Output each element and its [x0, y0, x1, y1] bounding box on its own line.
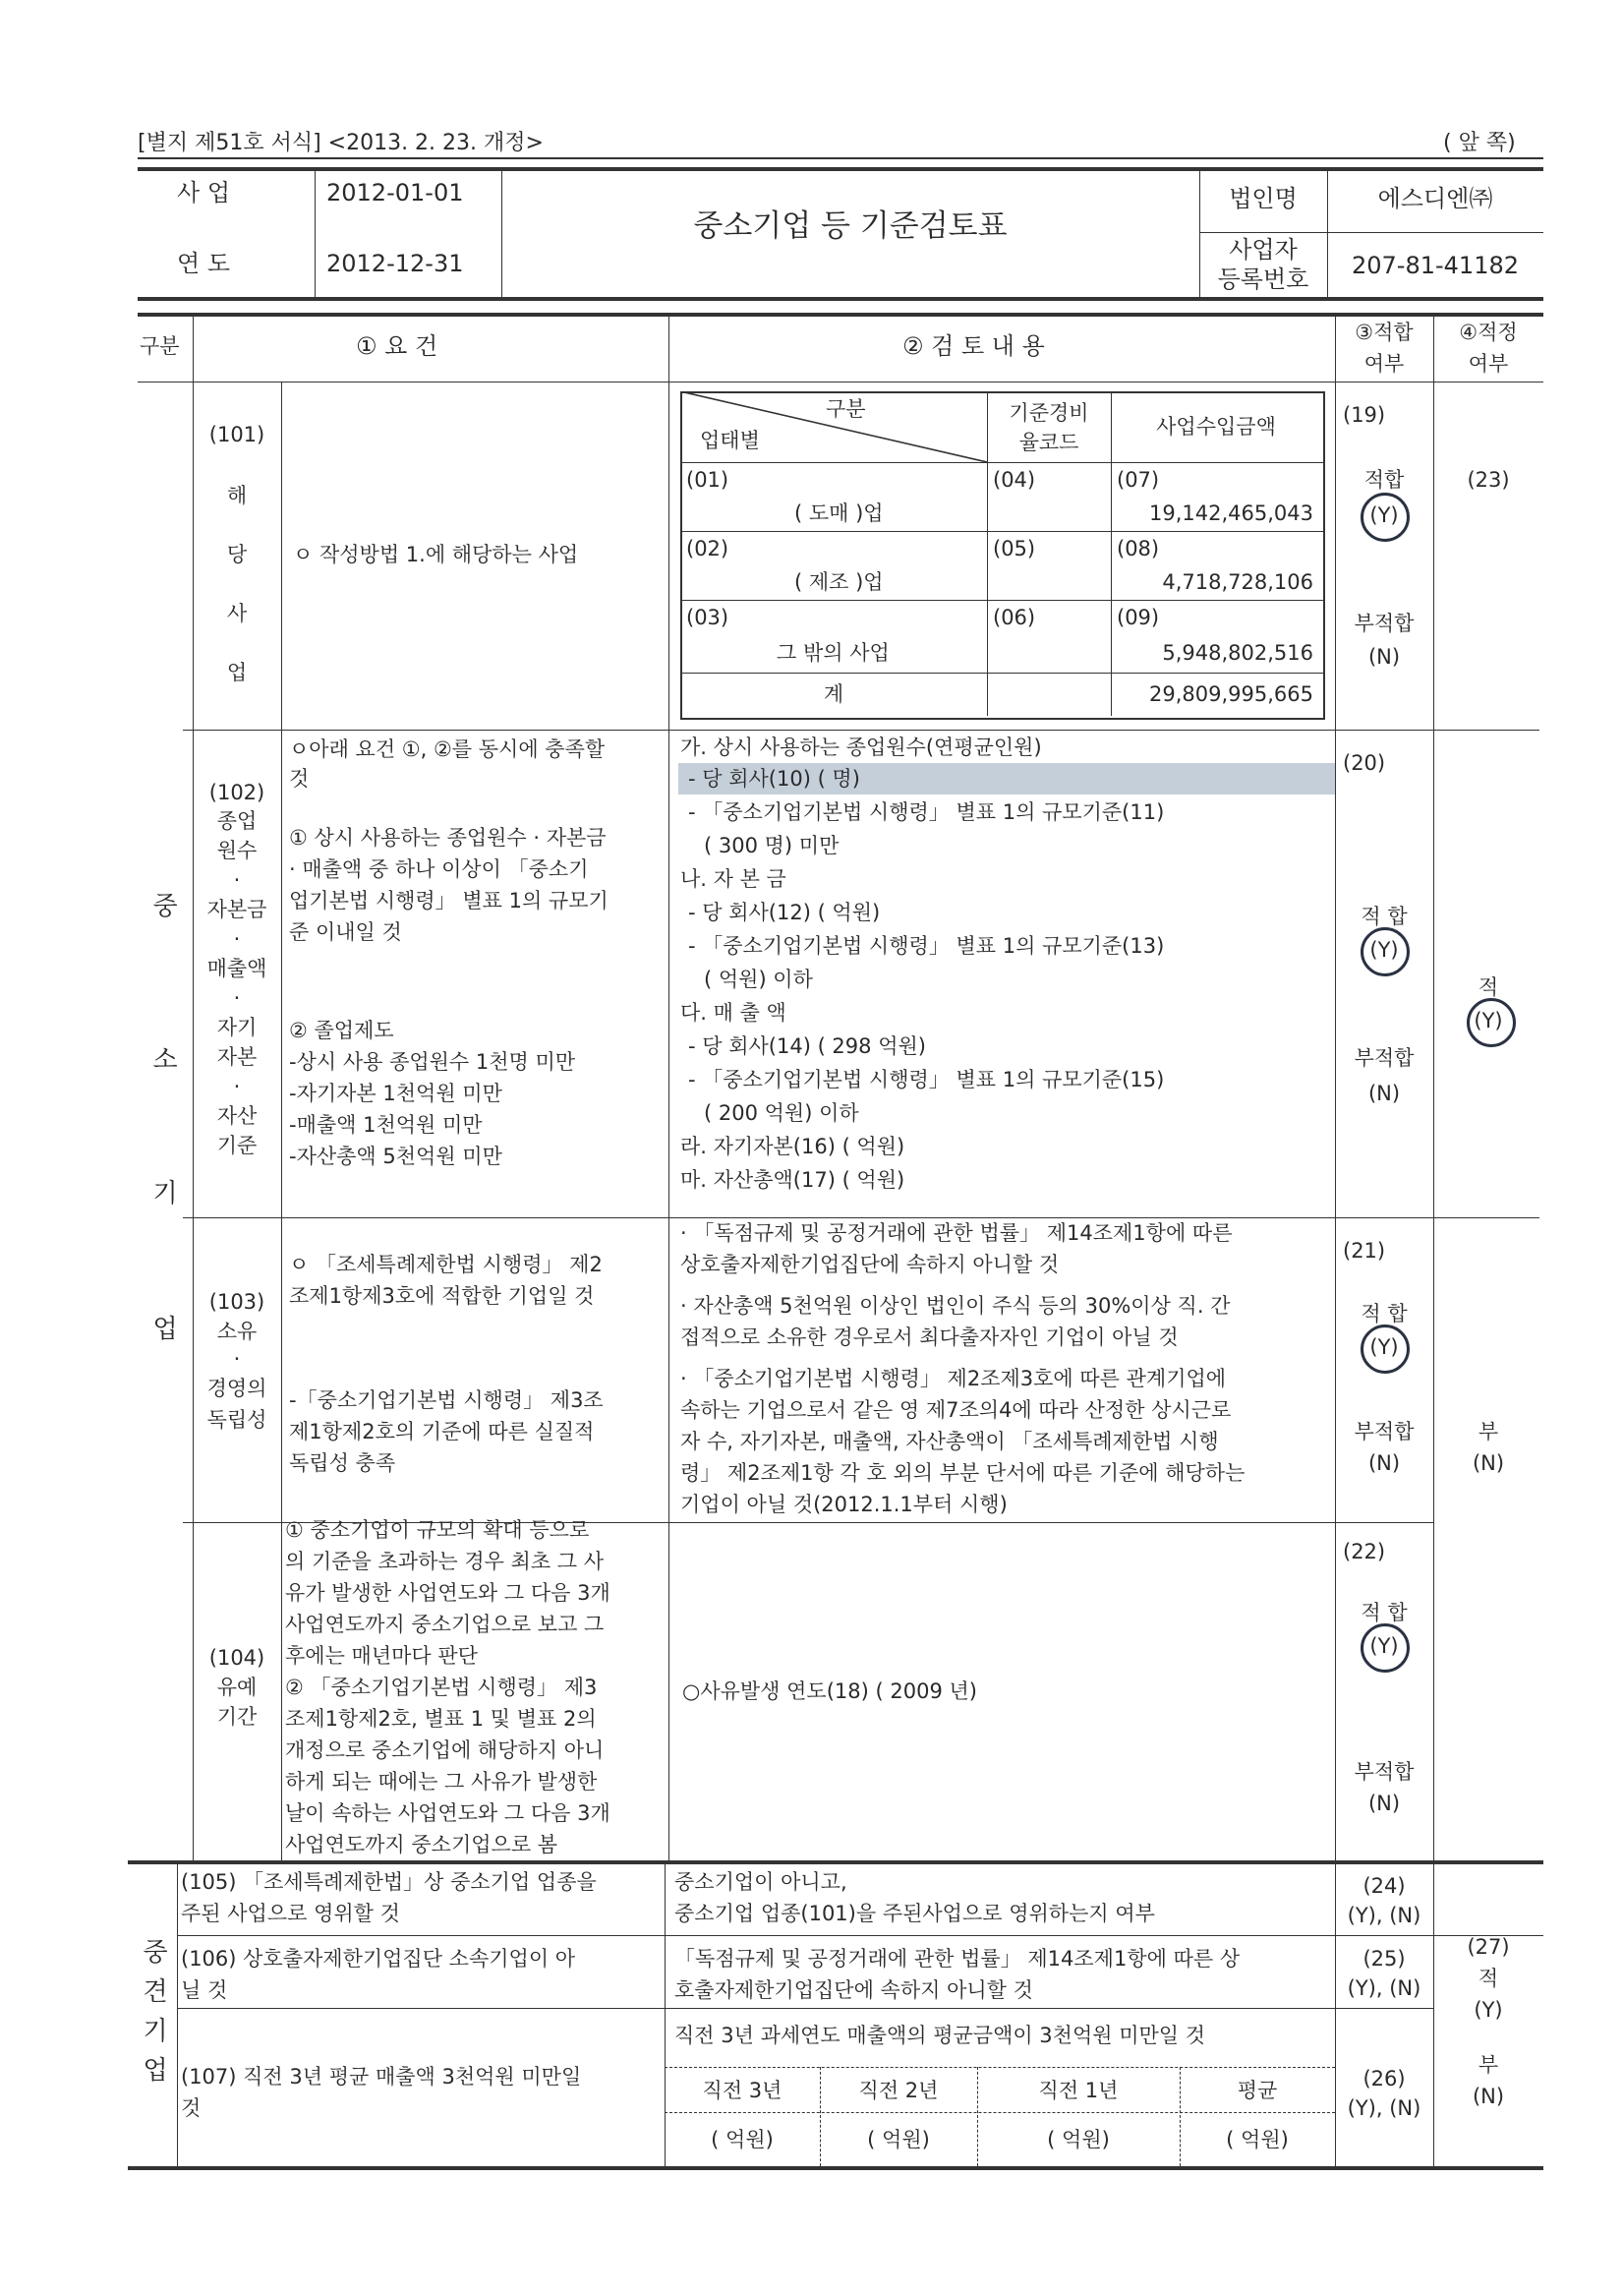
- row-107-fit-yn: (Y), (N): [1347, 2096, 1421, 2120]
- industry-total-amount: 29,809,995,665: [1149, 682, 1313, 706]
- industry-table-rule: [680, 673, 1323, 674]
- row-103-review-line: 자 수, 자기자본, 매출액, 자산총액이 「조세특례제한법 시행: [680, 1430, 1219, 1453]
- row-102-code: (102): [208, 781, 265, 804]
- row-101-fit-no: (19): [1343, 403, 1386, 427]
- row-104-name: 기간: [216, 1705, 258, 1729]
- row-102-name-line: 자기: [216, 1016, 258, 1039]
- row-102-review-line: 나. 자 본 금: [680, 867, 786, 891]
- midsize-proper-n: (N): [1472, 2085, 1505, 2108]
- row-101-fit-y: (Y): [1369, 503, 1399, 527]
- row-103-proper-label: 부: [1478, 1420, 1499, 1443]
- row-102-name-line: ·: [233, 1075, 241, 1098]
- sme-section-label: 기: [152, 1179, 178, 1208]
- business-year-label: 사 업: [177, 179, 230, 206]
- row-106-review: 호출자제한기업집단에 속하지 아니할 것: [674, 1978, 1033, 2002]
- row-104-fit-n: (N): [1367, 1792, 1401, 1815]
- row-103-review-line: · 「중소기업기본법 시행령」 제2조제3호에 따른 관계기업에: [680, 1367, 1227, 1390]
- row-102-name-line: 자본: [216, 1045, 258, 1069]
- industry-table-header-code: 기준경비: [1009, 401, 1089, 425]
- row-102-review-line: - 「중소기업기본법 시행령」 별표 1의 규모기준(11): [688, 800, 1165, 824]
- row-102-review-line: - 당 회사(14) ( 298 억원): [688, 1034, 926, 1058]
- row-102-name-line: 자산: [216, 1104, 258, 1128]
- row-102-review-line: ( 200 억원) 이하: [704, 1101, 859, 1125]
- row-102-name-line: 종업: [216, 809, 258, 833]
- row-103-review-line: 기업이 아닐 것(2012.1.1부터 시행): [680, 1493, 1008, 1516]
- row-103-name: 경영의: [206, 1377, 267, 1400]
- row-104-req-line: 사업연도까지 중소기업으로 보고 그: [285, 1613, 605, 1636]
- row-101-name: 해: [226, 484, 248, 507]
- row-105-req: (105) 「조세특례제한법」상 중소기업 업종을: [181, 1870, 597, 1894]
- row-104-req-line: ① 중소기업이 규모의 확대 등으로: [285, 1518, 590, 1542]
- business-year-start: 2012-01-01: [326, 179, 464, 206]
- row-107-value: ( 억원): [867, 2128, 930, 2151]
- row-102-review-line: - 「중소기업기본법 시행령」 별표 1의 규모기준(15): [688, 1068, 1165, 1091]
- row-102-name-line: 원수: [216, 839, 258, 862]
- sme-section-label: 중: [152, 892, 178, 921]
- row-106-req: (106) 상호출자제한기업집단 소속기업이 아: [181, 1947, 576, 1971]
- title-block-top-border: [138, 167, 1543, 171]
- row-107-req: 것: [181, 2096, 202, 2120]
- industry-row-name: 그 밖의 사업: [777, 641, 890, 665]
- column-divider: [281, 382, 282, 1860]
- midsize-proper-no-label: 부: [1478, 2053, 1499, 2077]
- row-102-req-line: -매출액 1천억원 미만: [289, 1113, 483, 1137]
- row-107-req: (107) 직전 3년 평균 매출액 3천억원 미만일: [181, 2065, 582, 2089]
- sme-section-label: 업: [152, 1315, 178, 1344]
- title-divider: [315, 167, 316, 300]
- business-reg-no: 207-81-41182: [1351, 252, 1519, 279]
- row-102-req-line: 것: [289, 767, 310, 791]
- row-102-req-line: -상시 사용 종업원수 1천명 미만: [289, 1050, 576, 1074]
- business-year-label: 연 도: [177, 250, 230, 277]
- midsize-section-label: 기: [143, 2017, 168, 2046]
- row-103-review-line: 상호출자제한기업집단에 속하지 아니할 것: [680, 1253, 1060, 1276]
- row-103-req-line: 제1항제2호의 기준에 따른 실질적: [289, 1420, 595, 1443]
- row-103-req-line: -「중소기업기본법 시행령」 제3조: [289, 1388, 604, 1412]
- row-104-req-line: 유가 발생한 사업연도와 그 다음 3개: [285, 1581, 610, 1605]
- header-rule: [138, 157, 1543, 159]
- column-divider: [1433, 313, 1434, 2166]
- row-102-req-line: 준 이내일 것: [289, 920, 402, 944]
- form-number: [별지 제51호 서식] <2013. 2. 23. 개정>: [138, 131, 544, 155]
- industry-total-label: 계: [823, 682, 844, 706]
- sme-proper-label: 적: [1478, 975, 1499, 999]
- row-107-col-header: 직전 1년: [1038, 2079, 1119, 2102]
- midsize-proper-yes: 적: [1478, 1967, 1499, 1990]
- row-104-req-line: 날이 속하는 사업연도와 그 다음 3개: [285, 1801, 610, 1825]
- row-101-name: 사: [226, 602, 248, 625]
- row-104-req-line: 개정으로 중소기업에 해당하지 아니: [285, 1738, 605, 1762]
- col-header-proper: 여부: [1468, 352, 1509, 376]
- corp-name: 에스디엔㈜: [1377, 185, 1493, 212]
- row-104-req-line: 조제1항제2호, 별표 1 및 별표 2의: [285, 1707, 597, 1731]
- row-102-fit-n: (N): [1367, 1082, 1401, 1105]
- row-103-review-line: 접적으로 소유한 경우로서 최다출자자인 기업이 아닐 것: [680, 1325, 1179, 1349]
- row-102-req-line: -자기자본 1천억원 미만: [289, 1082, 502, 1105]
- column-divider: [668, 313, 669, 1860]
- row-103-name: 독립성: [206, 1408, 267, 1432]
- corp-name-label: 법인명: [1229, 185, 1298, 212]
- row-102-name-line: 기준: [216, 1134, 258, 1157]
- row-107-col-header: 직전 2년: [858, 2079, 939, 2102]
- row-101-fit-yes: 적합: [1363, 468, 1405, 492]
- column-divider: [665, 1860, 666, 2166]
- row-rule: [183, 730, 1539, 731]
- industry-row-code: (06): [993, 606, 1036, 629]
- main-top-border: [138, 313, 1543, 317]
- row-106-req: 닐 것: [181, 1978, 228, 2002]
- row-102-review-line: - 「중소기업기본법 시행령」 별표 1의 규모기준(13): [688, 934, 1165, 958]
- industry-row-amount: 19,142,465,043: [1149, 501, 1313, 525]
- row-101-fit-notfit: 부적합: [1354, 612, 1415, 635]
- industry-row-name: ( 도매 )업: [794, 501, 884, 525]
- row-101-fit-n: (N): [1367, 645, 1401, 669]
- industry-row-code: (04): [993, 468, 1036, 492]
- row-107-col-header: 직전 3년: [702, 2079, 783, 2102]
- row-101-name: 업: [226, 661, 248, 684]
- row-103-proper-n: (N): [1472, 1451, 1505, 1475]
- industry-row-amount: 5,948,802,516: [1162, 641, 1313, 665]
- midsize-section-label: 중: [143, 1938, 168, 1968]
- row-104-code: (104): [208, 1646, 265, 1670]
- row-105-fit-no: (24): [1362, 1874, 1406, 1898]
- business-year-end: 2012-12-31: [326, 250, 464, 277]
- row-101-code: (101): [208, 423, 265, 446]
- row-107-review-title: 직전 3년 과세연도 매출액의 평균금액이 3천억원 미만일 것: [674, 2024, 1206, 2047]
- industry-row-amount-no: (08): [1117, 537, 1160, 560]
- row-107-value: ( 억원): [1226, 2128, 1289, 2151]
- row-104-fit-yes: 적 합: [1361, 1601, 1408, 1624]
- row-103-code: (103): [208, 1290, 265, 1314]
- title-divider: [1199, 232, 1543, 233]
- row-106-fit-yn: (Y), (N): [1347, 1976, 1421, 2000]
- row-102-fit-yes: 적 합: [1361, 905, 1408, 928]
- industry-row-amount: 4,718,728,106: [1162, 570, 1313, 594]
- row-101-proper-no: (23): [1467, 468, 1510, 492]
- row-103-review-line: 령」 제2조제1항 각 호 외의 부분 단서에 따른 기준에 해당하는: [680, 1461, 1246, 1485]
- sme-section-label: 소: [152, 1045, 178, 1075]
- main-bottom-border: [128, 2166, 1543, 2170]
- row-102-name-line: 매출액: [206, 957, 267, 980]
- col-header-category: 구분: [140, 334, 180, 358]
- row-102-req-line: ㅇ아래 요건 ①, ②를 동시에 충족할: [289, 737, 606, 761]
- industry-table-header-industry: 업태별: [700, 429, 760, 452]
- row-102-name-line: ·: [233, 868, 241, 892]
- midsize-section-label: 업: [143, 2056, 168, 2086]
- row-102-req-line: · 매출액 중 하나 이상이 「중소기: [289, 857, 589, 881]
- row-105-fit-yn: (Y), (N): [1347, 1904, 1421, 1927]
- row-102-fit-notfit: 부적합: [1354, 1046, 1415, 1070]
- row-102-req-line: ② 졸업제도: [289, 1019, 394, 1042]
- midsize-proper-y: (Y): [1474, 1998, 1503, 2022]
- column-divider: [177, 1860, 178, 2166]
- row-106-fit-no: (25): [1362, 1947, 1406, 1971]
- industry-row-no: (02): [686, 537, 729, 560]
- row-102-req-line: 업기본법 시행령」 별표 1의 규모기: [289, 889, 609, 913]
- row-101-name: 당: [226, 543, 248, 566]
- section-rule: [128, 1860, 1543, 1864]
- title-block-bottom-border: [138, 297, 1543, 301]
- row-102-review-line: ( 300 명) 미만: [704, 834, 840, 857]
- industry-table-header-code: 율코드: [1018, 431, 1079, 454]
- reg-no-label: 등록번호: [1217, 265, 1309, 293]
- col-header-review: ② 검 토 내 용: [902, 332, 1045, 360]
- industry-row-amount-no: (09): [1117, 606, 1160, 629]
- row-102-name-line: ·: [233, 927, 241, 951]
- col-header-fit: 여부: [1363, 352, 1405, 376]
- row-102-review-line: - 당 회사(10) ( 명): [688, 767, 860, 791]
- row-103-fit-y: (Y): [1369, 1335, 1399, 1359]
- midsize-proper-no: (27): [1467, 1935, 1510, 1959]
- industry-table-rule: [680, 531, 1323, 532]
- industry-row-code: (05): [993, 537, 1036, 560]
- row-103-fit-n: (N): [1367, 1451, 1401, 1475]
- industry-row-no: (03): [686, 606, 729, 629]
- row-102-req-line: ① 상시 사용하는 종업원수 · 자본금: [289, 826, 607, 850]
- row-102-name: [193, 806, 281, 1160]
- row-104-fit-no: (22): [1343, 1540, 1386, 1563]
- row-rule: [177, 1935, 1543, 1936]
- column-header-rule: [138, 382, 1543, 383]
- col-header-fit: ③적합: [1355, 321, 1414, 344]
- row-102-req-line: -자산총액 5천억원 미만: [289, 1145, 502, 1168]
- industry-table-rule: [680, 462, 1323, 463]
- row-105-req: 주된 사업으로 영위할 것: [181, 1902, 400, 1925]
- row-104-req-line: 후에는 매년마다 판단: [285, 1644, 478, 1668]
- row-102-name-line: 자본금: [206, 898, 267, 921]
- row-103-name: ·: [233, 1347, 241, 1371]
- industry-row-amount-no: (07): [1117, 468, 1160, 492]
- row-104-fit-notfit: 부적합: [1354, 1760, 1415, 1784]
- row-102-name-line: ·: [233, 986, 241, 1010]
- row-103-review-line: · 「독점규제 및 공정거래에 관한 법률」 제14조제1항에 따른: [680, 1221, 1233, 1245]
- row-102-fit-y: (Y): [1369, 938, 1399, 962]
- row-106-review: 「독점규제 및 공정거래에 관한 법률」 제14조제1항에 따른 상: [674, 1947, 1241, 1971]
- row-103-req-line: 조제1항제3호에 적합한 기업일 것: [289, 1284, 595, 1308]
- reg-no-label: 사업자: [1229, 236, 1298, 264]
- row-103-fit-yes: 적 합: [1361, 1302, 1408, 1325]
- row-102-review-line: 라. 자기자본(16) ( 억원): [680, 1135, 905, 1158]
- row-104-req-line: 하게 되는 때에는 그 사유가 발생한: [285, 1770, 598, 1794]
- row-104-req-line: ② 「중소기업기본법 시행령」 제3: [285, 1676, 598, 1699]
- row-104-name: 유예: [216, 1676, 258, 1699]
- row-103-req-line: 독립성 충족: [289, 1451, 396, 1475]
- form-title: 중소기업 등 기준검토표: [693, 208, 1008, 244]
- row-104-fit-y: (Y): [1369, 1634, 1399, 1658]
- row-107-col-header: 평균: [1237, 2079, 1278, 2102]
- row-103-review-line: · 자산총액 5천억원 이상인 법인이 주식 등의 30%이상 직. 간: [680, 1294, 1231, 1318]
- row-103-req-line: ㅇ 「조세특례제한법 시행령」 제2: [289, 1253, 603, 1276]
- dashed-rule: [665, 2067, 1335, 2068]
- row-107-value: ( 억원): [711, 2128, 774, 2151]
- row-102-review-line: 가. 상시 사용하는 종업원수(연평균인원): [680, 736, 1042, 759]
- row-103-fit-no: (21): [1343, 1239, 1386, 1263]
- row-102-fit-no: (20): [1343, 751, 1386, 775]
- row-101-requirement: ㅇ 작성방법 1.에 해당하는 사업: [293, 543, 579, 566]
- col-header-proper: ④적정: [1459, 321, 1518, 344]
- industry-table-header-div: 구분: [826, 397, 866, 421]
- midsize-section-label: 견: [143, 1977, 168, 2007]
- row-103-review-line: 속하는 기업으로서 같은 영 제7조의4에 따라 산정한 상시근로: [680, 1398, 1232, 1422]
- row-105-review: 중소기업 업종(101)을 주된사업으로 영위하는지 여부: [674, 1902, 1155, 1925]
- industry-row-no: (01): [686, 468, 729, 492]
- row-107-value: ( 억원): [1047, 2128, 1110, 2151]
- sme-proper-y: (Y): [1474, 1009, 1503, 1032]
- row-102-review-line: 마. 자산총액(17) ( 억원): [680, 1168, 905, 1192]
- dashed-rule: [665, 2112, 1335, 2113]
- row-102-review-line: ( 억원) 이하: [704, 968, 813, 991]
- row-104-req-line: 사업연도까지 중소기업으로 봄: [285, 1833, 558, 1856]
- industry-table-header-amount: 사업수입금액: [1156, 415, 1276, 439]
- row-104-req-line: 의 기준을 초과하는 경우 최초 그 사: [285, 1550, 605, 1573]
- row-104-review: ○사유발생 연도(18) ( 2009 년): [682, 1679, 977, 1703]
- row-107-fit-no: (26): [1362, 2067, 1406, 2090]
- industry-row-name: ( 제조 )업: [794, 570, 884, 594]
- industry-table-rule: [680, 600, 1323, 601]
- row-103-name: 소유: [216, 1320, 258, 1343]
- page-side-label: ( 앞 쪽): [1443, 131, 1516, 155]
- row-102-review-line: - 당 회사(12) ( 억원): [688, 901, 881, 924]
- row-105-review: 중소기업이 아니고,: [674, 1870, 847, 1894]
- row-103-fit-notfit: 부적합: [1354, 1420, 1415, 1443]
- row-rule: [177, 2008, 1433, 2009]
- col-header-requirement: ① 요 건: [356, 332, 438, 360]
- row-102-review-line: 다. 매 출 액: [680, 1001, 786, 1025]
